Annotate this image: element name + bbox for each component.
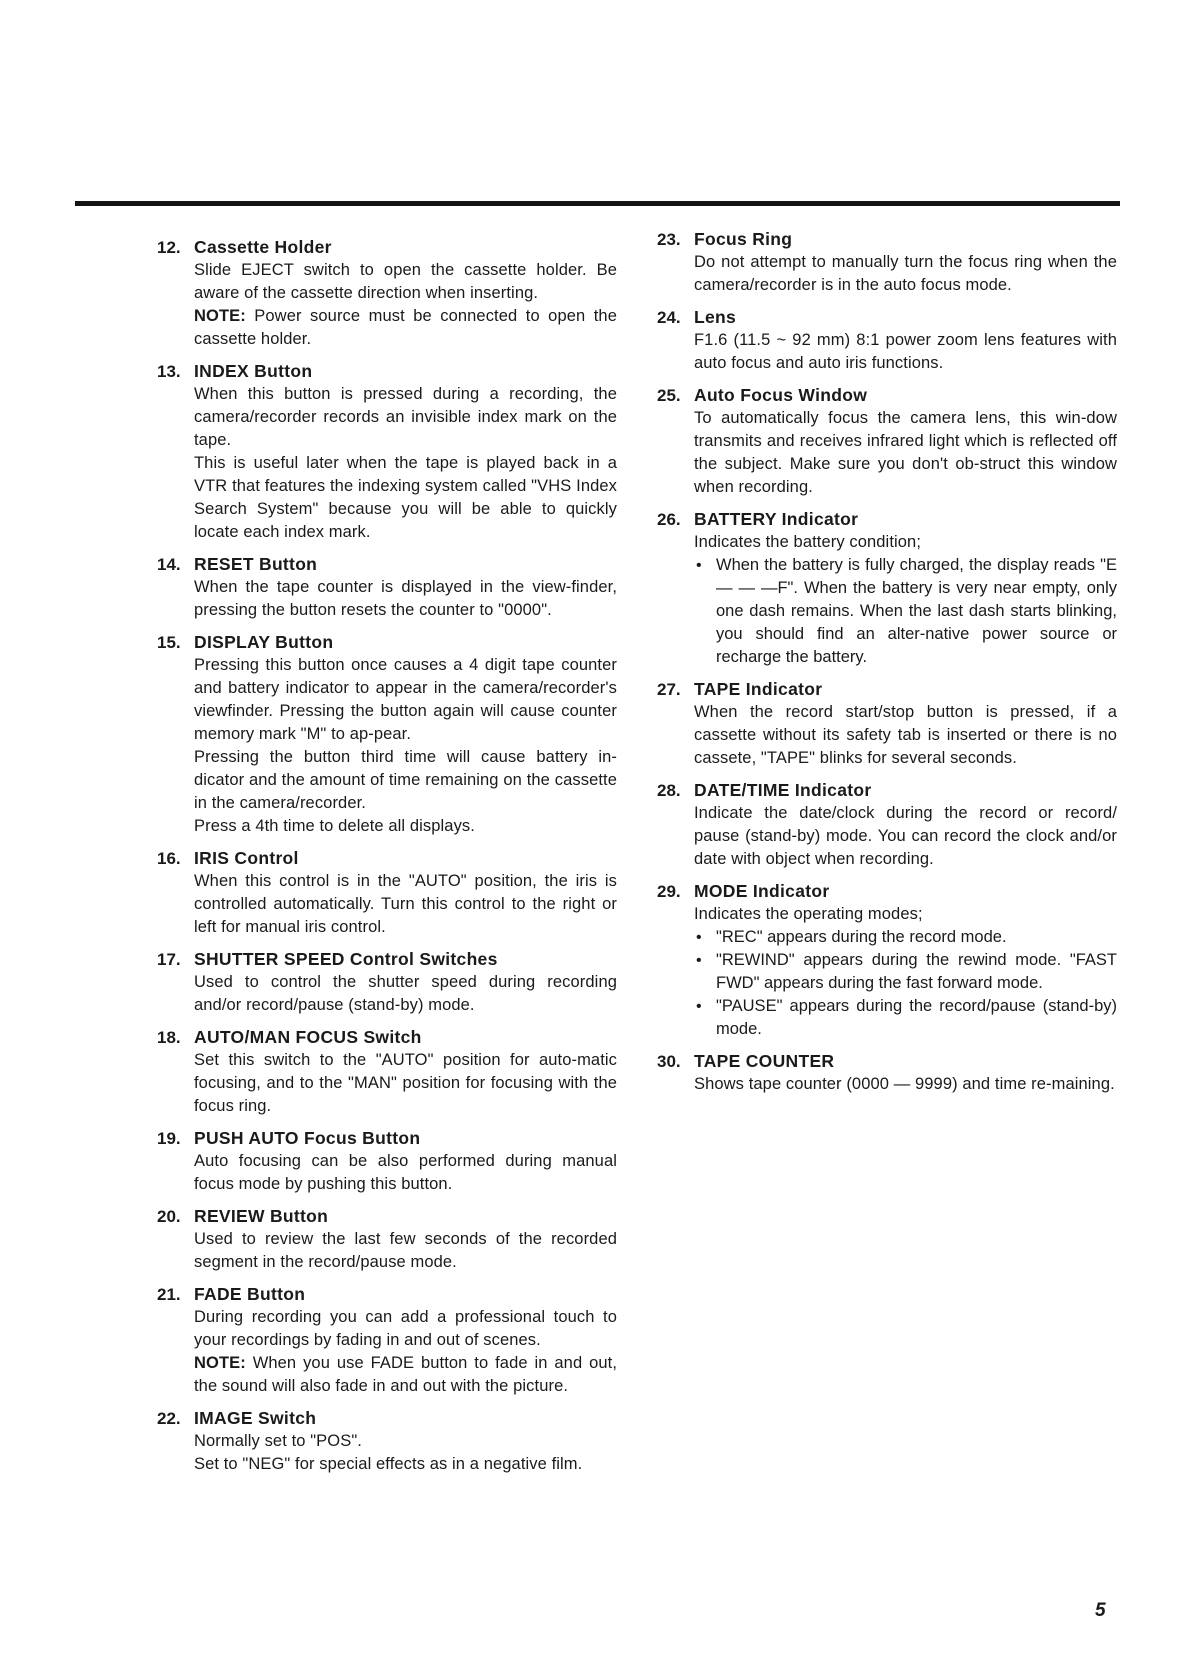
item-number: 22. (157, 1409, 181, 1428)
item-paragraph: This is useful later when the tape is played back in a VTR that features the indexing system called "VHS Index Search System" because you will be able to quickly locate each index mark. (194, 454, 617, 541)
item-paragraph: When this button is pressed during a recording, the camera/recorder records an invisible index mark on the tape. (194, 385, 617, 449)
item-body (194, 1150, 617, 1196)
item-number: 24. (657, 308, 681, 327)
item-body (694, 531, 1117, 669)
item-title: IRIS Control (194, 848, 299, 868)
item-title: TAPE Indicator (694, 679, 823, 699)
item-26 (657, 508, 1117, 669)
item-paragraph: Used to control the shutter speed during recording and/or record/pause (stand-by) mode. (194, 973, 617, 1014)
item-number: 16. (157, 849, 181, 868)
bullet-item: • "PAUSE" appears during the record/pause (stand-by) mode. (694, 995, 1117, 1041)
item-title: IMAGE Switch (194, 1408, 317, 1428)
item-title: INDEX Button (194, 361, 313, 381)
item-17 (157, 948, 617, 1017)
item-paragraph: F1.6 (11.5 ~ 92 mm) 8:1 power zoom lens features with auto focus and auto iris functions. (694, 331, 1117, 372)
item-number: 19. (157, 1129, 181, 1148)
item-body (694, 802, 1117, 871)
item-number: 29. (657, 882, 681, 901)
item-body (194, 1306, 617, 1398)
item-title: SHUTTER SPEED Control Switches (194, 949, 498, 969)
item-title: MODE Indicator (694, 881, 830, 901)
item-title: PUSH AUTO Focus Button (194, 1128, 421, 1148)
item-title: Cassette Holder (194, 237, 332, 257)
item-25 (657, 384, 1117, 499)
note-text: When you use FADE button to fade in and out, the sound will also fade in and out with the picture. (194, 1354, 617, 1395)
item-22 (157, 1407, 617, 1476)
note-text: Power source must be connected to open the cassette holder. (194, 307, 617, 348)
item-28 (657, 779, 1117, 871)
item-number: 14. (157, 555, 181, 574)
item-body (194, 383, 617, 544)
item-body (694, 329, 1117, 375)
item-title: Lens (694, 307, 737, 327)
bullet-item: • "REC" appears during the record mode. (694, 926, 1117, 949)
item-paragraph: Do not attempt to manually turn the focus ring when the camera/recorder is in the auto focus mode. (694, 253, 1117, 294)
item-paragraph: Used to review the last few seconds of the recorded segment in the record/pause mode. (194, 1230, 617, 1271)
item-number: 13. (157, 362, 181, 381)
item-number: 26. (657, 510, 681, 529)
bullet-list (694, 926, 1117, 1041)
item-body (694, 701, 1117, 770)
item-body (694, 407, 1117, 499)
item-16 (157, 847, 617, 939)
item-number: 23. (657, 230, 681, 249)
item-body (194, 870, 617, 939)
item-number: 15. (157, 633, 181, 652)
item-title: RESET Button (194, 554, 318, 574)
item-title: BATTERY Indicator (694, 509, 859, 529)
note-label: NOTE: (194, 1354, 246, 1372)
item-13 (157, 360, 617, 544)
item-27 (657, 678, 1117, 770)
item-body (194, 576, 617, 622)
item-12 (157, 236, 617, 351)
page-number: 5 (1095, 1600, 1106, 1621)
left-column (157, 236, 617, 1485)
item-paragraph: Indicate the date/clock during the record or record/ pause (stand-by) mode. You can record the clock and/or date with object when recording. (694, 804, 1117, 868)
item-title: Auto Focus Window (694, 385, 868, 405)
item-body (194, 1228, 617, 1274)
item-paragraph: Pressing this button once causes a 4 digit tape counter and battery indicator to appear in the camera/recorder's viewfinder. Pressing the button again will cause counter memory mark "M" to ap-pear. (194, 656, 617, 743)
item-paragraph: Press a 4th time to delete all displays. (194, 817, 475, 835)
item-body (694, 903, 1117, 1041)
item-21 (157, 1283, 617, 1398)
item-body (194, 654, 617, 838)
bullet-list (694, 554, 1117, 669)
item-body (194, 971, 617, 1017)
item-paragraph: Auto focusing can be also performed during manual focus mode by pushing this button. (194, 1152, 617, 1193)
item-number: 20. (157, 1207, 181, 1226)
note-label: NOTE: (194, 307, 246, 325)
item-paragraph: Normally set to "POS". (194, 1432, 362, 1450)
item-19 (157, 1127, 617, 1196)
item-number: 12. (157, 238, 181, 257)
right-column (657, 228, 1117, 1105)
item-body (194, 1430, 617, 1476)
item-title: DISPLAY Button (194, 632, 334, 652)
item-paragraph: Pressing the button third time will cause battery in-dicator and the amount of time remaining on the cassette in the camera/recorder. (194, 748, 617, 812)
item-note (194, 1352, 617, 1398)
item-paragraph: Indicates the battery condition; (694, 533, 922, 551)
item-number: 17. (157, 950, 181, 969)
item-paragraph: When the tape counter is displayed in the view-finder, pressing the button resets the counter to "0000". (194, 578, 617, 619)
item-title: REVIEW Button (194, 1206, 329, 1226)
item-number: 18. (157, 1028, 181, 1047)
item-paragraph: To automatically focus the camera lens, this win-dow transmits and receives infrared light which is reflected off the subject. Make sure you don't ob-struct this window when recording. (694, 409, 1117, 496)
item-paragraph: Shows tape counter (0000 — 9999) and time re-maining. (694, 1075, 1115, 1093)
item-note (194, 305, 617, 351)
item-paragraph: Set this switch to the "AUTO" position for auto-matic focusing, and to the "MAN" position for focusing with the focus ring. (194, 1051, 617, 1115)
item-30 (657, 1050, 1117, 1096)
item-paragraph: Indicates the operating modes; (694, 905, 923, 923)
header-rule (75, 201, 1120, 206)
item-paragraph: When this control is in the "AUTO" position, the iris is controlled automatically. Turn this control to the right or left for manual iris control. (194, 872, 617, 936)
item-title: Focus Ring (694, 229, 793, 249)
item-number: 25. (657, 386, 681, 405)
item-title: FADE Button (194, 1284, 306, 1304)
bullet-item: • "REWIND" appears during the rewind mode. "FAST FWD" appears during the fast forward mode. (694, 949, 1117, 995)
item-14 (157, 553, 617, 622)
item-body (194, 259, 617, 351)
item-paragraph: Set to "NEG" for special effects as in a negative film. (194, 1455, 583, 1473)
item-24 (657, 306, 1117, 375)
item-number: 21. (157, 1285, 181, 1304)
item-body (694, 251, 1117, 297)
item-number: 27. (657, 680, 681, 699)
item-23 (657, 228, 1117, 297)
item-29 (657, 880, 1117, 1041)
item-20 (157, 1205, 617, 1274)
item-title: AUTO/MAN FOCUS Switch (194, 1027, 422, 1047)
item-18 (157, 1026, 617, 1118)
item-title: DATE/TIME Indicator (694, 780, 872, 800)
bullet-item: • When the battery is fully charged, the display reads "E— — —F". When the battery is very near empty, only one dash remains. When the last dash starts blinking, you should find an alter-native power source or recharge the battery. (694, 554, 1117, 669)
item-body (694, 1073, 1117, 1096)
item-paragraph: When the record start/stop button is pressed, if a cassette without its safety tab is inserted or there is no cassete, "TAPE" blinks for several seconds. (694, 703, 1117, 767)
item-title: TAPE COUNTER (694, 1051, 835, 1071)
item-number: 28. (657, 781, 681, 800)
item-number: 30. (657, 1052, 681, 1071)
item-body (194, 1049, 617, 1118)
item-paragraph: Slide EJECT switch to open the cassette holder. Be aware of the cassette direction when inserting. (194, 261, 617, 302)
item-paragraph: During recording you can add a professional touch to your recordings by fading in and out of scenes. (194, 1308, 617, 1349)
item-15 (157, 631, 617, 838)
